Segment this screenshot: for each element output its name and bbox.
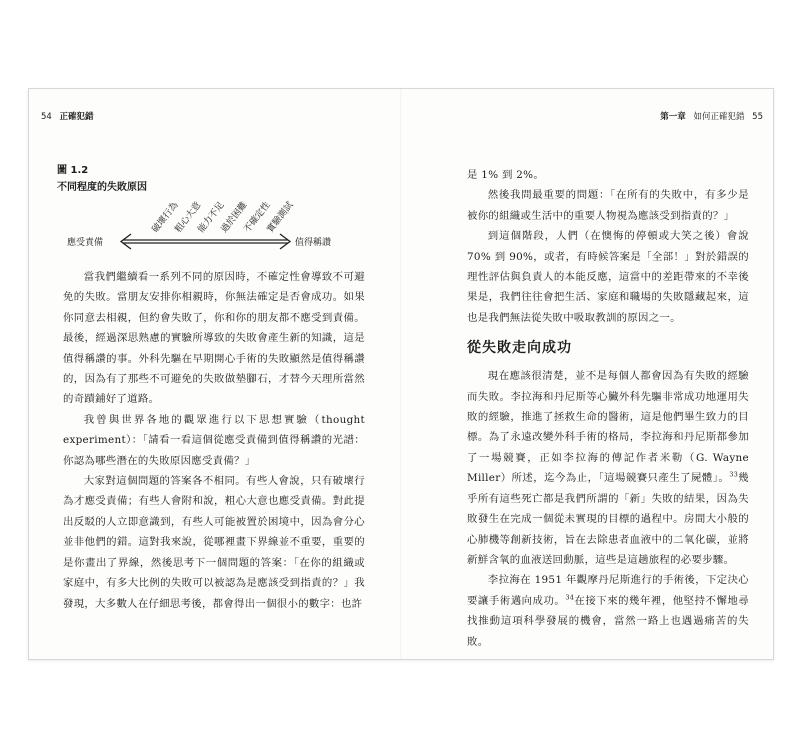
arrow-right-head — [280, 234, 290, 249]
left-page-number: 54 — [41, 112, 52, 122]
right-paragraph-1: 然後我問最重要的問題：「在所有的失敗中，有多少是被你的組織或生活中的重要人物視為應該受到指責的？」 — [467, 189, 749, 222]
right-running-head — [660, 112, 763, 123]
right-opening-fragment: 是 1% 到 2%。 — [467, 169, 545, 181]
book-gutter — [400, 89, 402, 659]
slant-label-experimentation: 實驗測試 — [265, 200, 296, 235]
right-paragraph-4-cont: 在接下來的幾年裡，他堅持不懈地尋找推動這項科學發展的機會，當然一路上也遇過痛苦的失敗。 — [467, 594, 749, 648]
left-paragraph-1: 當我們繼續看一系列不同的原因時，不確定性會導致不可避免的失敗。當朋友安排你相親時，你無法確定是否會成功。如果你同意去相親，但約會失敗了，你和你的朋友都不應受到責備。最後，經過深思熟慮的實驗所導致的失敗會產生新的知識，這是值得稱讚的事。外科先驅在早期開心手術的失敗顯然是值得稱讚的，因為有了那些不可避免的失敗做墊腳石，才替今天理所當然的奇蹟鋪好了道路。 — [63, 271, 365, 406]
slant-label-inability: 能力不足 — [196, 200, 227, 235]
slant-label-inattention: 粗心大意 — [173, 200, 204, 235]
right-page-number: 55 — [752, 112, 763, 122]
section-heading: 從失敗走向成功 — [467, 340, 572, 357]
left-running-head — [41, 112, 94, 123]
left-paragraph-3: 大家對這個問題的答案各不相同。有些人會說，只有破壞行為才應受責備；有些人會附和說，粗心大意也應受責備。對此提出反駁的人立即意識到，有些人可能被置於困境中，因為會分心並非他們的錯。這對我來說，從哪裡畫下界線並不重要，重要的是你畫出了界線，然後思考下一個問題的答案：「在你的組織或家庭中，有多大比例的失敗可以被認為是應該受到指責的？」我發現，大多數人在仔細思考後，都會得出一個很小的數字：也許 — [63, 475, 365, 610]
right-body-text — [467, 165, 749, 652]
book-spread — [28, 88, 774, 660]
left-end-label: 應受責備 — [67, 238, 104, 248]
slant-label-sabotage: 破壞行為 — [150, 200, 181, 235]
right-paragraph-4 — [467, 570, 749, 652]
blame-spectrum-svg — [53, 187, 353, 267]
right-paragraph-2: 到這個階段，人們（在懊悔的停頓或大笑之後）會說 70% 到 90%，或者，有時候答案是「全部！」對於錯誤的理性評估與負責人的本能反應，這當中的差距帶來的不幸後果是，我們往往會把生活、家庭和職場的失敗隱藏起來，這也是我們無法從失敗中吸取教訓的原因之一。 — [467, 230, 749, 324]
note-ref-34: 34 — [565, 593, 575, 602]
blame-spectrum-diagram — [53, 187, 353, 267]
figure-caption: 不同程度的失敗原因 — [57, 182, 147, 193]
right-paragraph-3 — [467, 366, 749, 570]
right-paragraph-3-cont: 幾乎所有這些死亡都是我們所謂的「新」失敗的結果，因為失敗發生在完成一個從未實現的目標的過程中。房間大小般的心肺機等創新技術，旨在去除患者血液中的二氧化碳，並將新鮮含氧的血液送回動脈，這些是這趟旅程的必要步驟。 — [467, 472, 749, 566]
right-running-title: 如何正確犯錯 — [693, 112, 745, 122]
arrow-left-head — [121, 234, 131, 249]
right-paragraph-4-text: 李拉海在 1951 年觀摩丹尼斯進行的手術後，下定決心要讓手術邁向成功。 — [467, 574, 749, 607]
chapter-label: 第一章 — [660, 112, 686, 122]
left-paragraph-2: 我曾與世界各地的觀眾進行以下思想實驗（thought experiment）：「請看一看這個從應受責備到值得稱讚的光譜：你認為哪些潛在的失敗原因應受責備？」 — [63, 413, 365, 467]
left-body-text — [63, 267, 365, 614]
note-ref-33: 33 — [729, 470, 739, 479]
right-paragraph-3-text: 現在應該很清楚，並不是每個人都會因為有失敗的經驗而失敗。李拉海和丹尼斯等心臟外科先驅非常成功地運用失敗的經驗，推進了拯救生命的醫術，這是他們畢生致力的目標。為了永遠改變外科手術的格局，李拉海和丹尼斯都參加了一場競賽，正如李拉海的傳記作者米勒（G. Wayne Miller）所述，迄今為止，「這場競賽只產生了屍體」。 — [467, 370, 749, 485]
right-end-label: 值得稱讚 — [295, 238, 332, 248]
slant-label-uncertainty: 不確定性 — [242, 200, 273, 235]
figure-label: 圖 1.2 — [57, 165, 89, 176]
slant-label-task-challenge: 過於困難 — [219, 200, 250, 235]
left-running-title: 正確犯錯 — [59, 112, 94, 122]
